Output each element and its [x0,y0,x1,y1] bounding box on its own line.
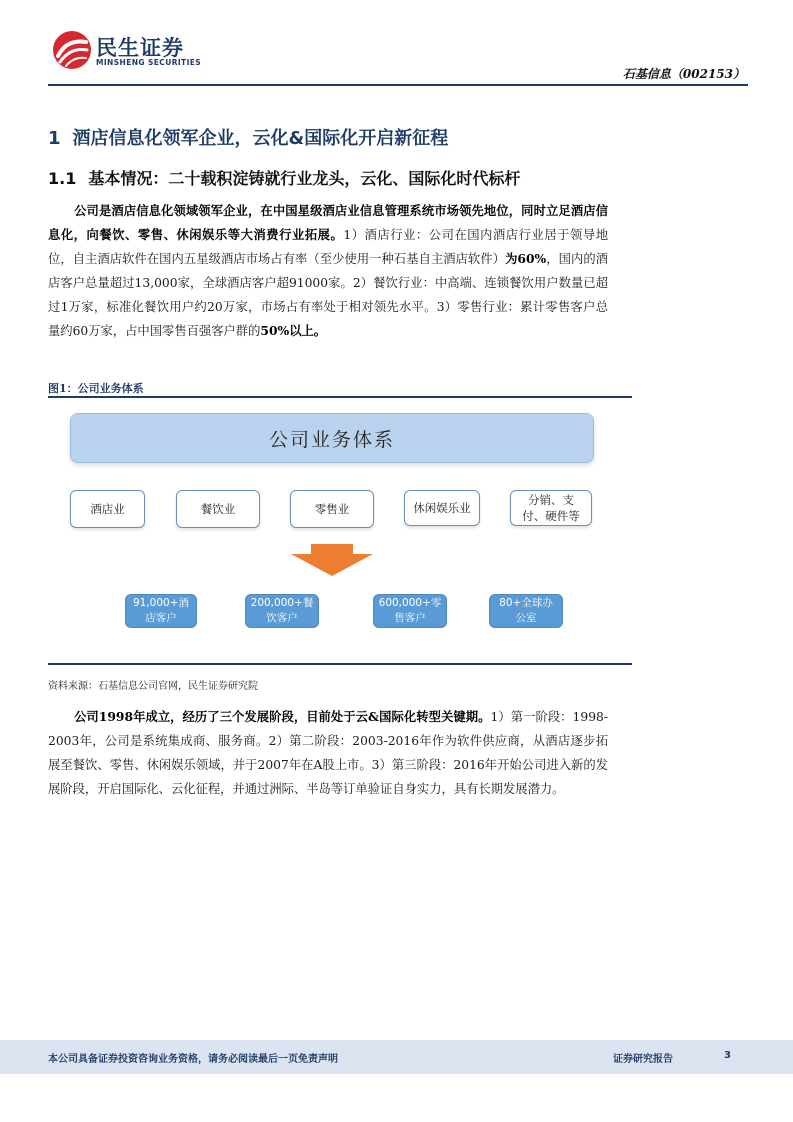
report-type: 证券研究报告 [613,1054,673,1065]
page-number: 3 [724,1050,731,1061]
segment-box: 零售业 [290,490,374,528]
section-heading [48,124,448,150]
history-text: 1）第一阶段：1998-2003年，公司是系统集成商、服务商。2）第二阶段：2003-2016年作为软件供应商，从酒店逐步拓展至餐饮、零售、休闲娱乐领域，并于2007年在A股上市。3）第三阶段：2016年开始公司进入新的发展阶段，开启国际化、云化征程，并通过洲际、半岛等订单验证自身实力，具有长期发展潜力。 [48,710,608,796]
customer-stat-box: 80+全球办公室 [489,594,563,628]
intro-bold-end: 50%以上。 [260,323,327,338]
segment-box: 分销、支付、硬件等 [510,490,592,526]
minsheng-logo [52,30,202,74]
down-arrow-icon [291,544,373,576]
logo-chinese-name: 民生证券 [96,36,184,60]
subsection-heading [48,166,520,189]
subsection-title: 基本情况：二十载积淀铸就行业龙头，云化、国际化时代标杆 [88,169,521,188]
segment-box: 餐饮业 [176,490,260,528]
section-number: 1 [48,128,61,149]
business-system-banner: 公司业务体系 [70,413,594,463]
customer-stat-box: 200,000+餐饮客户 [245,594,319,628]
history-bold-lead: 公司1998年成立，经历了三个发展阶段，目前处于云&国际化转型关键期。 [74,709,491,724]
figure-top-rule [48,396,632,398]
figure-bottom-rule [48,663,632,665]
section-title: 酒店信息化领军企业，云化&国际化开启新征程 [72,128,449,149]
figure-title: 图1：公司业务体系 [48,382,144,395]
figure-source: 资料来源：石基信息公司官网，民生证券研究院 [48,681,258,692]
history-paragraph [48,705,608,801]
intro-bold-lead: 公司是酒店信息化领域领军企业，在中国星级酒店业信息管理系统市场领先地位，同时立足酒店信息化，向餐饮、零售、休闲娱乐等大消费行业拓展。 [48,203,608,242]
company-ticker: 石基信息（002153） [622,67,745,81]
logo-english-name: MINSHENG SECURITIES [96,58,202,67]
segment-box: 休闲娱乐业 [404,490,480,526]
header-divider [48,84,748,86]
customer-stat-box: 91,000+酒店客户 [125,594,197,628]
minsheng-logo-icon [52,30,92,70]
intro-text-a: 1）酒店行业：公司在国内酒店行业居于领导地位，自主酒店软件在国内五星级酒店市场占有率（至少使用一种石基自主酒店软件） [48,228,608,266]
intro-bold-share: 为60% [505,251,547,266]
intro-text-c: ，国内的酒店客户总量超过13,000家，全球酒店客户超91000家。2）餐饮行业：中高端、连锁餐饮用户数量已超过1万家，标准化餐饮用户约20万家，市场占有率处于相对领先水平。3）零售行业：累计零售客户总量约60万家，占中国零售百强客户群的 [48,252,608,338]
disclaimer-note: 本公司具备证券投资咨询业务资格，请务必阅读最后一页免责声明 [48,1054,338,1065]
intro-paragraph [48,199,608,343]
segment-box: 酒店业 [70,490,145,528]
customer-stat-box: 600,000+零售客户 [373,594,447,628]
page-footer [0,1040,793,1074]
subsection-number: 1.1 [48,169,77,188]
